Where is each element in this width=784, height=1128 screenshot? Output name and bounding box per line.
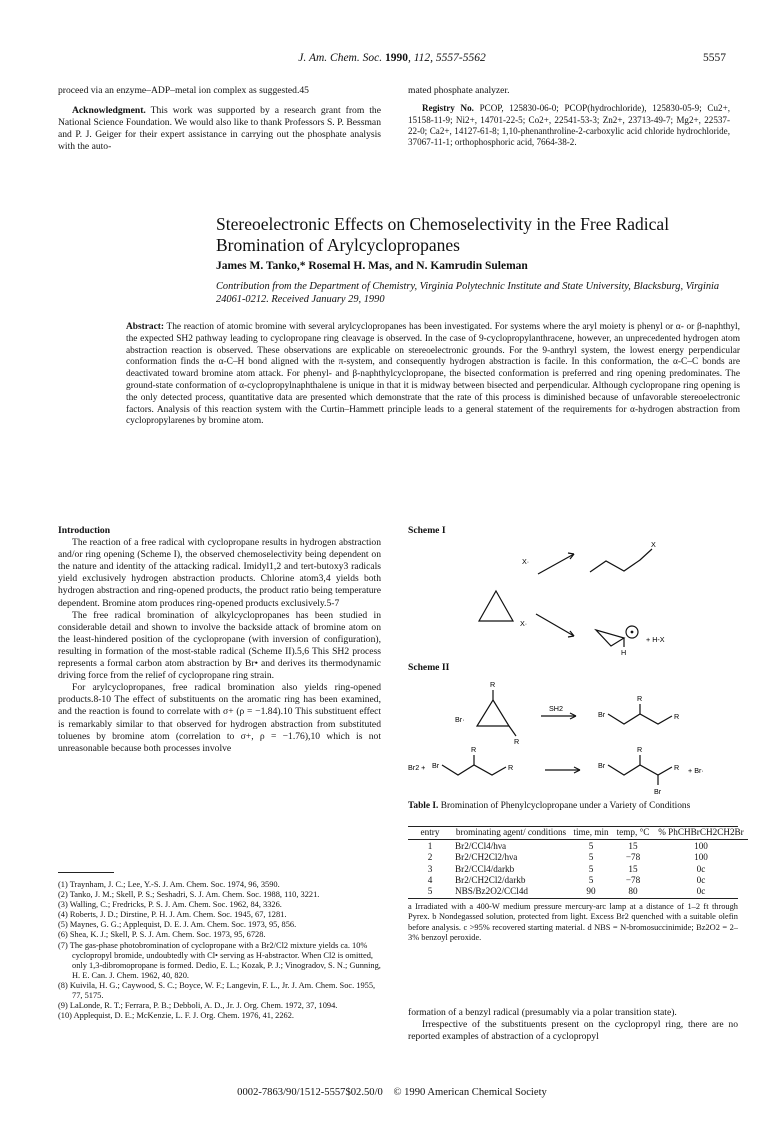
cell-yield: 0c xyxy=(696,874,706,885)
page-footer xyxy=(0,1087,784,1098)
cell-agent: Br2/CCl4/darkb xyxy=(455,863,515,874)
table-rule-bottom xyxy=(408,898,738,899)
prev-article-line: proceed via an enzyme–ADP–metal ion complex as suggested.45 xyxy=(58,85,309,96)
registry-numbers xyxy=(408,103,730,149)
introduction-section xyxy=(58,525,381,755)
page-number: 5557 xyxy=(703,52,726,64)
col-header-entry: entry xyxy=(420,827,440,837)
r-group: R xyxy=(674,712,680,721)
x-radical-top: X· xyxy=(522,557,530,566)
table-1-caption xyxy=(408,800,738,812)
right-column-text xyxy=(408,1007,738,1043)
br-atom: Br xyxy=(432,761,440,770)
h-label: H xyxy=(621,648,627,656)
cell-entry: 4 xyxy=(427,874,433,885)
reaction-arrow-top xyxy=(538,554,574,574)
cell-agent: Br2/CH2Cl2/darkb xyxy=(455,874,526,885)
r-group: R xyxy=(674,763,680,772)
cell-entry: 2 xyxy=(427,852,433,863)
cell-entry: 5 xyxy=(427,886,433,897)
abstract-text: The reaction of atomic bromine with several arylcyclopropanes has been investigated. For systems where the aryl moiety is phenyl or α- or β-naphthyl, the expected SH2 pathway leading to cyclopropane ring cleavage is observed. In the case of 9-cyclopropylanthracene, however, an unprecedented hydrogen atom abstraction reaction is observed. These observations are explicable on stereoelectronic grounds. For the 9-anthryl system, the lowest energy perpendicular conformation finds the α-C–H bond aligned with the π-system, and consequently hydrogen abstraction is facile. In this conformation, the α-C–C bonds are deactivated toward bromine atom attack. For phenyl- and β-naphthylcyclopropane, the bisected conformation is preferred and ring opening predominates. The ground-state conformation of α-cyclopropylnaphthalene is unique in that it is midway between bisected and perpendicular. Although cyclopropane ring opening is the only detected process, quantitative data are presented which demonstrate that the rate of this process is diminished because of unfavorable stereoelectronic factors. Analysis of this reaction system with the Curtin–Hammett principle leads to a general statement of the requirements for α-hydrogen abstraction from cyclopropylarenes by bromine atom. xyxy=(126,322,740,427)
propyl-chain xyxy=(590,549,652,572)
scheme-2-label: Scheme II xyxy=(408,662,450,673)
cell-yield: 0c xyxy=(696,863,706,874)
col-header-time: time, min xyxy=(573,827,609,837)
right-paragraph-1: formation of a benzyl radical (presumably via a polar transition state). xyxy=(408,1007,677,1018)
col-header-temp: temp, °C xyxy=(616,827,650,837)
ack-label: Acknowledgment. xyxy=(72,105,146,117)
registry-label: Registry No. xyxy=(422,103,474,114)
col-header-yield: % PhCHBrCH2CH2Br xyxy=(658,827,744,837)
prev-article-right-line: mated phosphate analyzer. xyxy=(408,85,510,96)
footnote-rule xyxy=(58,872,114,873)
cell-agent: Br2/CH2Cl2/hνa xyxy=(455,852,518,863)
cell-entry: 3 xyxy=(427,863,433,874)
reference-item: (5) Maynes, G. G.; Applequist, D. E. J. Am. Chem. Soc. 1973, 95, 856. xyxy=(58,920,297,930)
r-group: R xyxy=(508,763,514,772)
br-atom: Br xyxy=(654,787,662,796)
article-authors: James M. Tanko,* Rosemal H. Mas, and N. Kamrudin Suleman xyxy=(216,260,528,272)
cell-temp: 15 xyxy=(628,863,638,874)
br2-reagent: Br2 + xyxy=(408,763,426,772)
cell-temp: 80 xyxy=(628,886,638,897)
ring-opened-radical xyxy=(608,714,672,724)
copyright: © 1990 American Chemical Society xyxy=(393,1087,547,1098)
cell-time: 90 xyxy=(586,886,596,897)
cell-yield: 100 xyxy=(694,841,708,852)
dibromo-product xyxy=(608,765,672,775)
x-product: X xyxy=(651,540,656,549)
table-row xyxy=(408,864,748,875)
registry-text: PCOP, 125830-06-0; PCOP(hydrochloride), 125830-05-9; Cu2+, 15158-11-9; Ni2+, 14701-22-5; Co2+, 22541-53-3; Zn2+, 23713-49-7; Mg2+, 22537-22-0; Ca2+, 14127-61-8; 1,10-phenanthroline-2-carboxylic acid chloride hydrochloride, 37067-11-1; orthophosphoric acid, 7664-38-2. xyxy=(408,103,730,148)
substituted-cyclopropane xyxy=(477,700,509,726)
right-paragraph-2: Irrespective of the substituents present on the cyclopropyl ring, there are no reported examples of abstraction of a cyclopropyl xyxy=(408,1019,738,1043)
reference-item: (2) Tanko, J. M.; Skell, P. S.; Seshadri, S. J. Am. Chem. Soc. 1988, 110, 3221. xyxy=(58,890,320,900)
table-row xyxy=(408,852,748,863)
reference-item: (3) Walling, C.; Fredricks, P. S. J. Am. Chem. Soc. 1962, 84, 3326. xyxy=(58,900,282,910)
reference-item: (1) Traynham, J. C.; Lee, Y.-S. J. Am. Chem. Soc. 1974, 96, 3590. xyxy=(58,880,280,889)
table-header-row xyxy=(408,827,748,838)
br-radical-product: + Br· xyxy=(688,766,704,775)
reference-item: (6) Shea, K. J.; Skell, P. S. J. Am. Chem. Soc. 1973, 95, 6728. xyxy=(58,930,266,940)
intro-paragraph-3: For arylcyclopropanes, free radical bromination also yields ring-opened products.8-10 The effect of substituents on the aromatic ring has been examined, and the reaction is found to correlate with σ+ (ρ = −1.84).10 This substituent effect is remarkably similar to that observed for hydrogen abstraction from substituted toluenes by bromine atom (correlation to σ+, ρ = −1.76),10 which is not unreasonable because both processes involve xyxy=(58,682,381,754)
prev-article-left xyxy=(58,85,381,153)
sh2-label: SH2 xyxy=(549,704,563,713)
reference-list xyxy=(58,880,381,1021)
x-radical-bottom: X· xyxy=(520,619,528,628)
col-header-agent: brominating agent/ conditions xyxy=(455,827,567,837)
cell-agent: NBS/Bz2O2/CCl4d xyxy=(455,886,529,897)
br-atom: Br xyxy=(598,761,606,770)
article-code: 0002-7863/90/1512-5557$02.50/0 xyxy=(237,1087,383,1098)
cell-yield: 100 xyxy=(694,852,708,863)
abstract-label: Abstract: xyxy=(126,322,165,332)
prev-article-right xyxy=(408,85,730,149)
table-1-grid xyxy=(408,827,748,897)
cell-temp: 15 xyxy=(628,841,638,852)
cell-time: 5 xyxy=(588,841,594,852)
table-row xyxy=(408,886,748,897)
r-group: R xyxy=(490,680,496,689)
table-1-label: Table I. xyxy=(408,801,439,811)
scheme-2-diagram xyxy=(408,672,738,796)
cell-agent: Br2/CCl4/hνa xyxy=(455,841,507,852)
table-row xyxy=(408,841,748,852)
reaction-arrow-bottom xyxy=(536,614,574,636)
cyclopropane-ring xyxy=(479,591,513,621)
acknowledgment xyxy=(58,105,381,153)
r-group: R xyxy=(637,745,643,754)
cell-time: 5 xyxy=(588,863,594,874)
article-title: Stereoelectronic Effects on Chemoselectivity in the Free Radical Bromination of Arylcyclopropanes xyxy=(216,214,670,255)
cell-yield: 0c xyxy=(696,886,706,897)
br-atom: Br xyxy=(598,710,606,719)
hx-label: + H-X xyxy=(646,635,665,644)
reference-item: (8) Kuivila, H. G.; Caywood, S. C.; Boyce, W. F.; Langevin, F. L., Jr. J. Am. Chem. Soc. 1955, 77, 5175. xyxy=(58,980,376,1001)
ack-text: This work was supported by a research grant from the National Science Foundation. We would also like to thank Professors S. P. Bessman and P. J. Geiger for their expert assistance in carrying out the phosphate analysis with the auto- xyxy=(58,105,381,153)
article-affiliation: Contribution from the Department of Chemistry, Virginia Polytechnic Institute and State University, Blacksburg, Virginia 24061-0212. Received January 29, 1990 xyxy=(216,281,720,305)
abstract xyxy=(126,322,740,428)
reference-item: (4) Roberts, J. D.; Dirstine, P. H. J. Am. Chem. Soc. 1945, 67, 1281. xyxy=(58,910,287,920)
journal-year: 1990 xyxy=(384,52,408,64)
reference-item: (10) Applequist, D. E.; McKenzie, L. F. J. Org. Chem. 1976, 41, 2262. xyxy=(58,1011,294,1021)
scheme-1-label: Scheme I xyxy=(408,525,446,536)
intro-paragraph-2: The free radical bromination of alkylcyclopropanes has been studied in considerable detail and shown to involve the backside attack of bromine atom on the least-hindered position of the cyclopropane (with inversion of configuration), resulting in formation of the most-stable radical (Scheme II).5,6 This SH2 process represents a formal carbon atom abstraction by Br• and derives its thermodynamic driving force from the relief of cyclopropane ring strain. xyxy=(58,609,381,682)
r-group: R xyxy=(471,745,477,754)
journal-name: J. Am. Chem. Soc. xyxy=(298,52,383,64)
reference-item: (9) LaLonde, R. T.; Ferrara, P. B.; Debboli, A. D., Jr. J. Org. Chem. 1972, 37, 1094. xyxy=(58,1001,338,1011)
br-radical: Br· xyxy=(455,715,465,724)
table-1 xyxy=(408,826,744,943)
cell-temp: −78 xyxy=(625,852,641,863)
introduction-heading: Introduction xyxy=(58,525,111,536)
reference-item: (7) The gas-phase photobromination of cyclopropane with a Br2/Cl2 mixture yields ca. 10% cyclopropyl bromide, undoubtedly with Cl• serving as H-abstractor. When Cl2 is omitted, only 1,3-dibromopropane is formed. Dedio, E. L.; Kozak, P. J.; Vinogradov, S. N.; Gunning, H. E. Can. J. Chem. 1962, 40, 820. xyxy=(58,940,381,980)
r-group: R xyxy=(637,694,643,703)
cell-time: 5 xyxy=(588,874,594,885)
r-group: R xyxy=(514,737,520,746)
intro-paragraph-1: The reaction of a free radical with cyclopropane results in hydrogen abstraction and/or ring opening (Scheme I), the observed chemoselectivity being dependent on the nature and identity of the attacking radical. Imidyl1,2 and tert-butoxy3 radicals yield exclusively hydrogen abstraction products. Chlorine atom3,4 yields both hydrogen abstraction and ring-opened products, the product ratio being temperature dependent. Bromine atom produces ring-opened products exclusively.5-7 xyxy=(58,537,381,609)
table-footnotes: a Irradiated with a 400-W medium pressure mercury-arc lamp at a distance of 1–2 ft through Pyrex. b Nondegassed solution, protected from light. Excess Br2 quenched with a suitable olefin before analysis. c >95% recovered starting material. d NBS = N-bromosuccinimide; Bz2O2 = 2–3% benzoyl peroxide. xyxy=(408,902,738,942)
cell-time: 5 xyxy=(588,852,594,863)
cell-temp: −78 xyxy=(625,874,641,885)
scheme-1-diagram xyxy=(408,536,738,656)
cell-entry: 1 xyxy=(427,841,433,852)
secondary-radical xyxy=(442,765,506,775)
table-row xyxy=(408,875,748,886)
journal-volume-pages: , 112, 5557-5562 xyxy=(407,52,486,64)
table-1-caption-text: Bromination of Phenylcyclopropane under a Variety of Conditions xyxy=(440,801,691,811)
journal-citation xyxy=(0,52,784,64)
cyclopropyl-radical xyxy=(596,630,624,646)
